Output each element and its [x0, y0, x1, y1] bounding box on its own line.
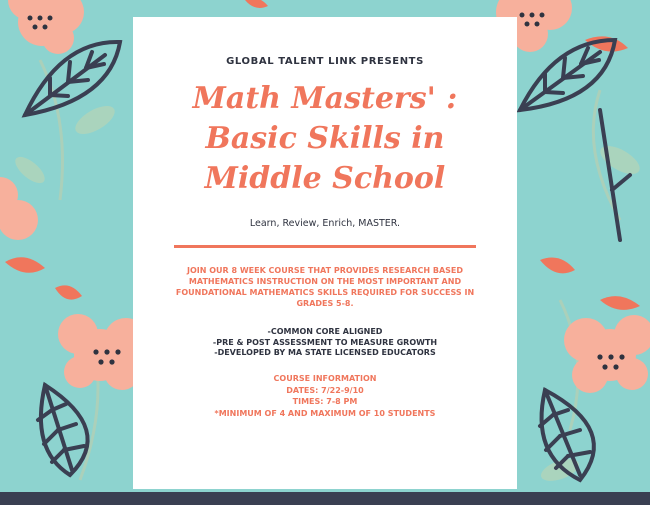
- leaf-bottom-left: [38, 385, 88, 475]
- presenter-line: GLOBAL TALENT LINK PRESENTS: [226, 56, 424, 67]
- flyer-card: [133, 17, 517, 489]
- feature-item: -PRE & POST ASSESSMENT TO MEASURE GROWTH: [212, 337, 438, 347]
- info-heading: COURSE INFORMATION: [273, 374, 377, 383]
- feature-item: -DEVELOPED BY MA STATE LICENSED EDUCATORS: [214, 348, 436, 357]
- divider: [174, 245, 476, 248]
- bottom-strip: [0, 492, 650, 505]
- title-line-1: Math Masters' :: [192, 81, 458, 116]
- info-note: *MINIMUM OF 4 AND MAXIMUM OF 10 STUDENTS: [214, 408, 436, 418]
- title-line-3: Middle School: [204, 161, 446, 196]
- info-dates: DATES: 7/22-9/10: [286, 385, 364, 395]
- flyer-title: [133, 79, 517, 199]
- leaf-top-left: [25, 42, 120, 115]
- course-description: JOIN OUR 8 WEEK COURSE THAT PROVIDES RESEARCH BASED MATHEMATICS INSTRUCTION ON THE MOST IMPORTANT AND FOUNDATIONAL MATHEMATICS SKILLS REQUIRED FOR SUCCESS IN GRADES 5-8.: [175, 266, 475, 308]
- flower-bottom-left: [0, 177, 38, 240]
- info-times: TIMES: 7-8 PM: [292, 397, 358, 406]
- title-line-2: Basic Skills in: [205, 121, 445, 156]
- course-information: [133, 373, 517, 419]
- stem-right-mid: [600, 110, 630, 240]
- feature-item: -COMMON CORE ALIGNED: [267, 327, 383, 336]
- tagline: Learn, Review, Enrich, MASTER.: [249, 218, 401, 229]
- feature-list: [133, 327, 517, 359]
- flower-mid-right: [564, 315, 650, 393]
